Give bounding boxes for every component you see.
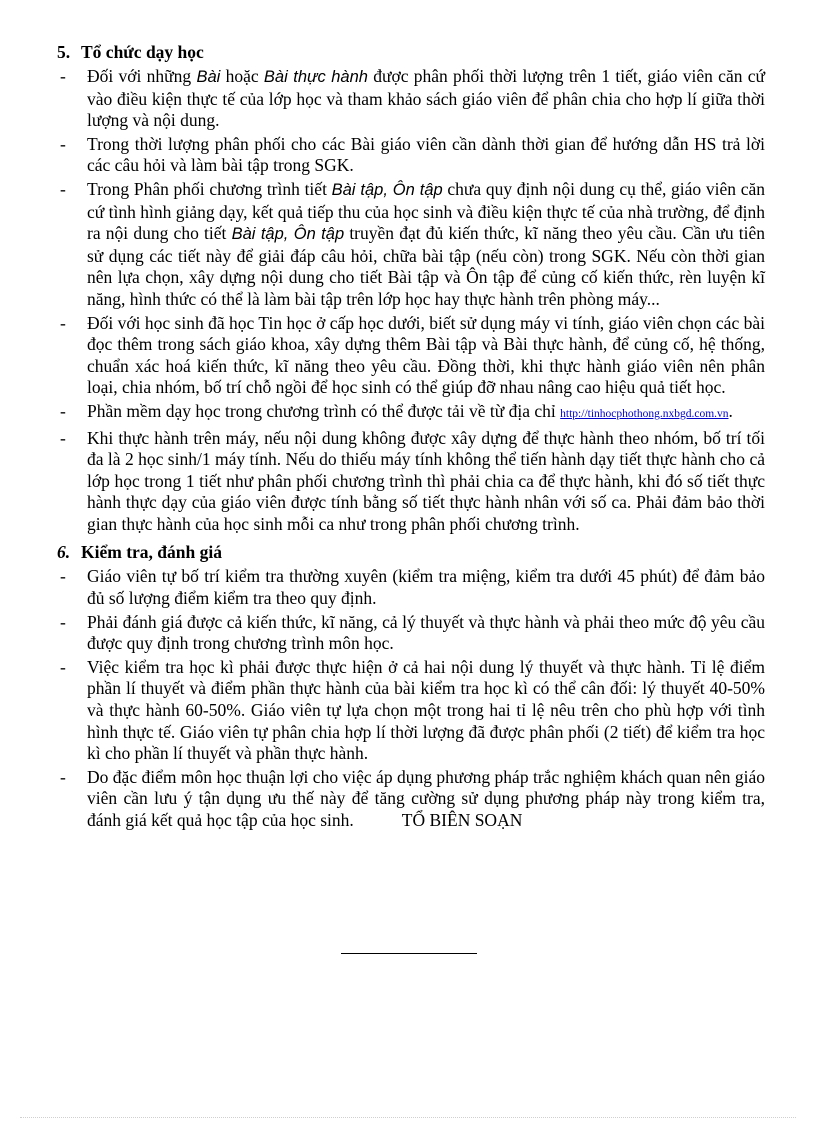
- page-bottom-border: [20, 1117, 796, 1118]
- section-5-title: Tổ chức dạy học: [81, 42, 204, 62]
- list-item: - Trong thời lượng phân phối cho các Bài giáo viên cần dành thời gian để hướng dẫn HS trả lời các câu hỏi và làm bài tập trong SGK.: [60, 133, 765, 176]
- section-6-heading: [57, 541, 765, 563]
- section-6-title: Kiểm tra, đánh giá: [81, 542, 222, 563]
- list-item: - Phải đánh giá được cả kiến thức, kĩ năng, cả lý thuyết và thực hành và phải theo mức độ yêu cầu được quy định trong chương trình môn học.: [60, 611, 765, 654]
- list-item: - Phần mềm dạy học trong chương trình có thể được tải về từ địa chỉ http://tinhocphothong.nxbgd.com.vn.: [60, 400, 733, 421]
- list-item: - Trong Phân phối chương trình tiết Bài tập, Ôn tập chưa quy định nội dung cụ thể, giáo viên căn cứ tình hình giảng dạy, kết quả tiếp thu của học sinh và điều kiện thực tế của nhà trường, để định ra nội dung cho tiết Bài tập, Ôn tập truyền đạt đủ kiến thức, kĩ năng theo yêu cầu. Cần ưu tiên sử dụng các tiết này để giải đáp câu hỏi, chữa bài tập (nếu còn) trong SGK. Nếu còn thời gian nên lựa chọn, xây dựng nội dung cho tiết Bài tập và Ôn tập để củng cố kiến thức, rèn luyện kĩ năng, hình thức có thể là làm bài tập trên lớp học hay thực hành trên phòng máy...: [60, 178, 766, 309]
- bullet-dash: -: [60, 133, 66, 154]
- list-item: - Đối với những Bài hoặc Bài thực hành được phân phối thời lượng trên 1 tiết, giáo viên căn cứ vào điều kiện thực tế của lớp học và tham khảo sách giáo viên để phân chia cho hợp lí giữa thời lượng và nội dung.: [60, 66, 765, 131]
- closing-divider: [341, 953, 477, 954]
- bullet-dash: -: [60, 178, 66, 199]
- author-signature: TỔ BIÊN SOẠN: [401, 810, 523, 830]
- document-body: [57, 41, 765, 834]
- bullet-dash: -: [60, 427, 66, 448]
- section-5-heading: [57, 41, 765, 63]
- bullet-dash: -: [60, 66, 66, 86]
- bullet-dash: -: [60, 766, 66, 787]
- bullet-dash: -: [60, 400, 66, 421]
- section-6-number: 6.: [57, 542, 71, 563]
- list-item: - Do đặc điểm môn học thuận lợi cho việc áp dụng phương pháp trắc nghiệm khách quan nên giáo viên cần lưu ý tận dụng ưu thế này để tăng cường sử dụng phương pháp này trong kiểm tra, đánh giá kết quả học tập của học sinh. TỔ BIÊN SOẠN: [60, 766, 765, 830]
- bullet-dash: -: [60, 656, 66, 677]
- list-item: - Đối với học sinh đã học Tin học ở cấp học dưới, biết sử dụng máy vi tính, giáo viên chọn các bài đọc thêm trong sách giáo khoa, xây dựng thêm Bài tập và Bài thực hành, để củng cố, hệ thống, chuẩn xác hoá kiến thức, kĩ năng theo yêu cầu. Đồng thời, khi thực hành giáo viên nên phân loại, chia nhóm, bố trí chỗ ngồi để học sinh có thể giúp đỡ nhau nâng cao hiệu quả tiết học.: [60, 312, 765, 398]
- bullet-dash: -: [60, 611, 66, 632]
- list-item: - Giáo viên tự bố trí kiểm tra thường xuyên (kiểm tra miệng, kiểm tra dưới 45 phút) để đảm bảo đủ số lượng điểm kiểm tra theo quy định.: [60, 566, 765, 609]
- bullet-dash: -: [60, 312, 66, 333]
- bullet-dash: -: [60, 566, 66, 587]
- list-item: - Việc kiểm tra học kì phải được thực hiện ở cả hai nội dung lý thuyết và thực hành. Tỉ lệ điểm phần lí thuyết và điểm phần thực hành của bài kiểm tra học kì có thể cân đối: lý thuyết 40-50% và thực hành 60-50%. Giáo viên tự lựa chọn một trong hai tỉ lệ nêu trên cho phù hợp với tình hình thực tế. Giáo viên tự phân chia hợp lí thời lượng đã được phân phối (2 tiết) để kiểm tra học kì cho phần lí thuyết và phần thực hành.: [60, 656, 765, 764]
- list-item: - Khi thực hành trên máy, nếu nội dung không được xây dựng để thực hành theo nhóm, bố trí tối đa là 2 học sinh/1 máy tính. Nếu do thiếu máy tính không thể tiến hành dạy tiết thực hành cho cả lớp học trong 1 tiết như phân phối chương trình thì phải chia ca để thực hành, khi đó số tiết thực hành thực dạy của giáo viên được tính bằng số tiết thực hành nhân với số ca. Phải đảm bảo thời gian thực hành của học sinh mỗi ca như trong phân phối chương trình.: [60, 427, 765, 534]
- section-5-number: 5.: [57, 42, 71, 62]
- download-link[interactable]: http://tinhocphothong.nxbgd.com.vn: [560, 407, 729, 420]
